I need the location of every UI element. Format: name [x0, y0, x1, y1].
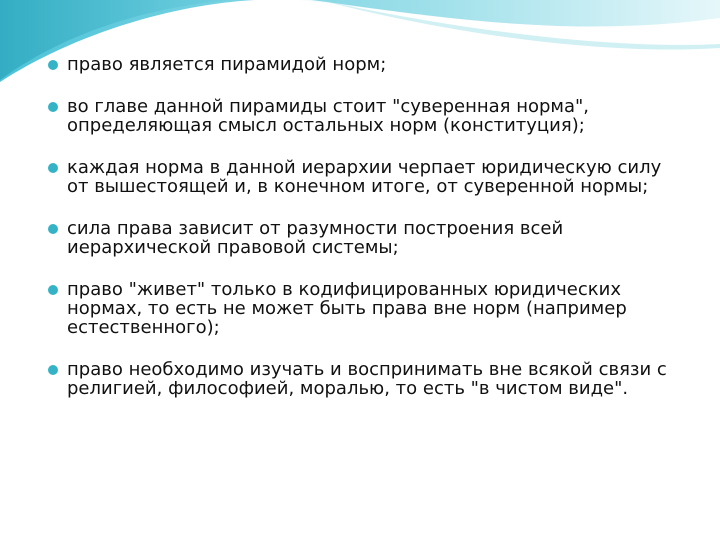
bullet-dot-icon [48, 163, 58, 173]
bullet-text: каждая норма в данной иерархии черпает юридическую силу от вышестоящей и, в конечном итоге, от суверенной нормы; [67, 157, 662, 197]
bullet-dot-icon [48, 365, 58, 375]
bullet-dot-icon [48, 102, 58, 112]
bullet-item-3 [45, 158, 685, 196]
bullet-text: сила права зависит от разумности построения всей иерархической правовой системы; [67, 218, 564, 258]
bullet-item-6 [45, 360, 685, 398]
bullet-item-5 [45, 280, 685, 337]
bullet-text: право является пирамидой норм; [67, 54, 387, 75]
bullet-item-4 [45, 219, 685, 257]
bullet-item-2 [45, 97, 685, 135]
bullet-dot-icon [48, 224, 58, 234]
bullet-text: право необходимо изучать и воспринимать вне всякой связи с религией, философией, моралью, то есть "в чистом виде". [67, 359, 667, 399]
bullet-dot-icon [48, 60, 58, 70]
bullet-item-1 [45, 55, 685, 74]
bullet-text: во главе данной пирамиды стоит "суверенная норма", определяющая смысл остальных норм (конституция); [67, 96, 590, 136]
bullet-dot-icon [48, 285, 58, 295]
bullet-text: право "живет" только в кодифицированных юридических нормах, то есть не может быть права вне норм (например естественного); [67, 279, 627, 338]
bullet-list [45, 55, 685, 421]
